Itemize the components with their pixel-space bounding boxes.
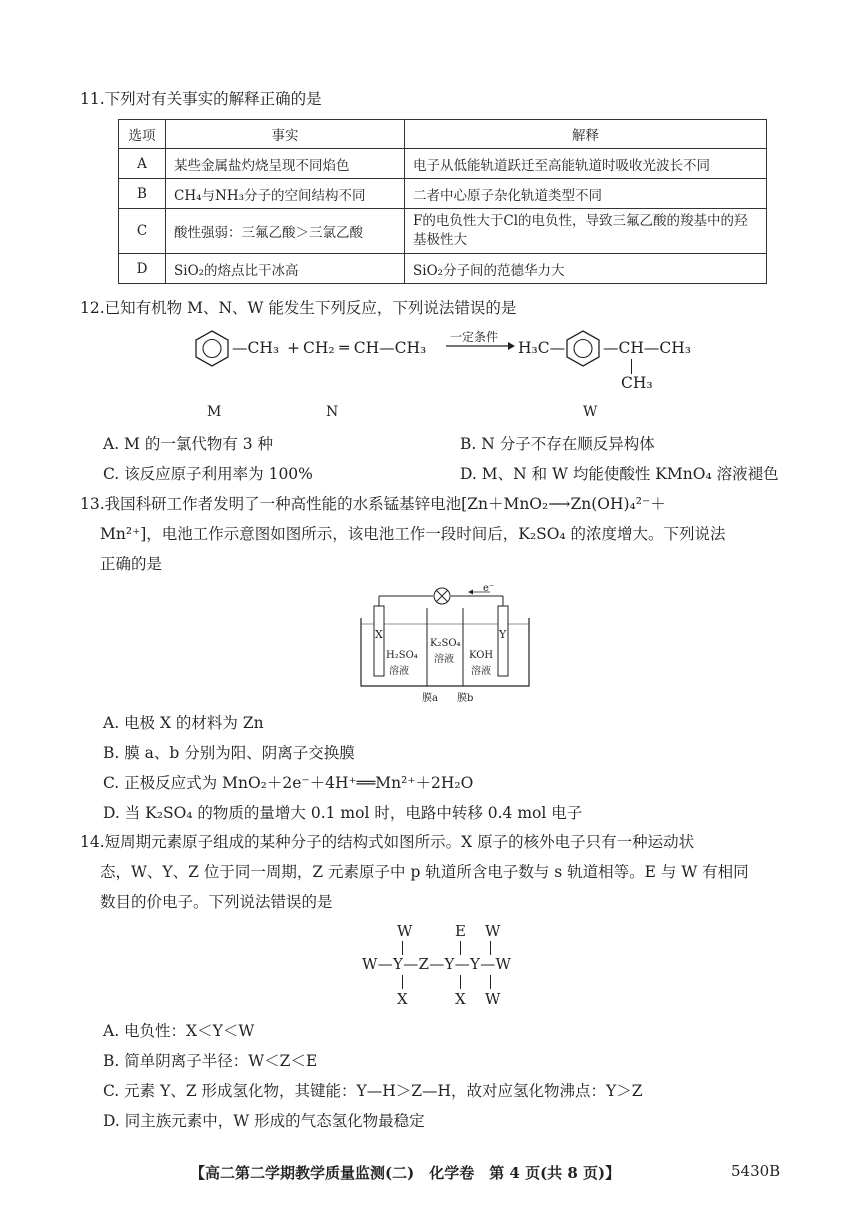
n-formula: CH₂ ═ CH—CH₃ [303, 339, 427, 357]
left-solution: H₂SO₄ [386, 650, 418, 661]
table-header: 事实 [166, 120, 405, 149]
q14-option-c: C. 元素 Y、Z 形成氢化物，其键能：Y—H＞Z—H，故对应氢化物沸点：Y＞Z [103, 1082, 643, 1100]
table-cell: 二者中心原子杂化轨道类型不同 [405, 179, 767, 209]
right-solution: 溶液 [471, 666, 491, 677]
membrane-a-label: 膜a [422, 693, 438, 704]
reaction-condition: 一定条件 [450, 330, 499, 344]
label-w: W [583, 404, 598, 420]
table-cell: 某些金属盐灼烧呈现不同焰色 [166, 149, 405, 179]
table-cell: D [119, 254, 166, 284]
q11-table [118, 119, 767, 284]
bond-line [460, 941, 461, 955]
bond-line [402, 941, 403, 955]
q13-stem-line2: Mn²⁺]，电池工作示意图如图所示，该电池工作一段时间后，K₂SO₄ 的浓度增大。下列说法 [100, 525, 726, 543]
atom-label: W [485, 922, 501, 940]
left-solution: 溶液 [389, 666, 409, 677]
electron-label: e⁻ [483, 583, 495, 594]
bond-line [460, 975, 461, 989]
w-branch: CH₃ [621, 374, 653, 392]
table-cell: SiO₂分子间的范德华力大 [405, 254, 767, 284]
q12-option-a: A. M 的一氯代物有 3 种 [103, 435, 274, 453]
table-cell: CH₄与NH₃分子的空间结构不同 [166, 179, 405, 209]
q14-stem-line2: 态，W、Y、Z 位于同一周期，Z 元素原子中 p 轨道所含电子数与 s 轨道相等。E 与 W 有相同 [100, 863, 749, 881]
w-right-group: —CH—CH₃ [603, 339, 691, 357]
main-chain: W—Y—Z—Y—Y—W [362, 955, 512, 973]
q14-option-a: A. 电负性：X＜Y＜W [103, 1022, 255, 1040]
w-left-group: H₃C— [518, 339, 566, 357]
bond-line [490, 975, 491, 989]
q14-option-b: B. 简单阴离子半径：W＜Z＜E [103, 1052, 318, 1070]
q12-option-c: C. 该反应原子利用率为 100% [103, 465, 313, 483]
atom-label: X [455, 990, 466, 1008]
atom-label: X [397, 990, 408, 1008]
table-cell: A [119, 149, 166, 179]
paper-code: 5430B [731, 1162, 781, 1180]
q14-stem-line3: 数目的价电子。下列说法错误的是 [100, 893, 333, 911]
bond-line [490, 941, 491, 955]
right-solution: KOH [469, 650, 494, 661]
q12-option-b: B. N 分子不存在顺反异构体 [460, 435, 655, 453]
q12-stem: 12.已知有机物 M、N、W 能发生下列反应，下列说法错误的是 [80, 299, 517, 317]
label-n: N [326, 404, 339, 420]
mid-solution: K₂SO₄ [430, 638, 461, 649]
electrode-y-label: Y [499, 628, 507, 641]
q13-option-a: A. 电极 X 的材料为 Zn [103, 714, 264, 732]
q13-option-b: B. 膜 a、b 分别为阳、阴离子交换膜 [103, 744, 355, 762]
atom-label: W [397, 922, 413, 940]
plus-sign: + [287, 339, 300, 357]
atom-label: E [455, 922, 466, 940]
benzene-ring-m [192, 328, 232, 368]
table-cell: 电子从低能轨道跃迁至高能轨道时吸收光波长不同 [405, 149, 767, 179]
q11-stem: 11.下列对有关事实的解释正确的是 [80, 90, 322, 108]
table-header: 选项 [119, 120, 166, 149]
table-cell: B [119, 179, 166, 209]
electrode-x-label: X [375, 628, 383, 641]
q14-option-d: D. 同主族元素中，W 形成的气态氢化物最稳定 [103, 1112, 425, 1130]
m-substituent: —CH₃ [232, 339, 280, 357]
reaction-arrow [444, 340, 516, 352]
benzene-ring-w [563, 328, 603, 368]
q13-option-c: C. 正极反应式为 MnO₂＋2e⁻＋4H⁺══Mn²⁺＋2H₂O [103, 774, 474, 792]
atom-label: W [485, 990, 501, 1008]
label-m: M [207, 404, 222, 420]
mid-solution: 溶液 [434, 654, 454, 665]
table-cell: 酸性强弱：三氟乙酸＞三氯乙酸 [166, 209, 405, 254]
table-cell: F的电负性大于Cl的电负性，导致三氟乙酸的羧基中的羟基极性大 [405, 209, 767, 254]
table-cell: C [119, 209, 166, 254]
q13-option-d: D. 当 K₂SO₄ 的物质的量增大 0.1 mol 时，电路中转移 0.4 mol 电子 [103, 804, 583, 822]
table-header: 解释 [405, 120, 767, 149]
q14-stem-line1: 14.短周期元素原子组成的某种分子的结构式如图所示。X 原子的核外电子只有一种运动状 [80, 833, 695, 851]
membrane-b-label: 膜b [457, 693, 474, 704]
q12-option-d: D. M、N 和 W 均能使酸性 KMnO₄ 溶液褪色 [460, 465, 779, 483]
bond-line [402, 975, 403, 989]
table-cell: SiO₂的熔点比干冰高 [166, 254, 405, 284]
q13-stem-line3: 正确的是 [100, 555, 163, 573]
q13-stem-line1: 13.我国科研工作者发明了一种高性能的水系锰基锌电池[Zn＋MnO₂⟶Zn(OH)₄²⁻＋ [80, 495, 666, 513]
page-footer: 【高二第二学期教学质量监测(二) 化学卷 第 4 页(共 8 页)】 [190, 1164, 621, 1182]
